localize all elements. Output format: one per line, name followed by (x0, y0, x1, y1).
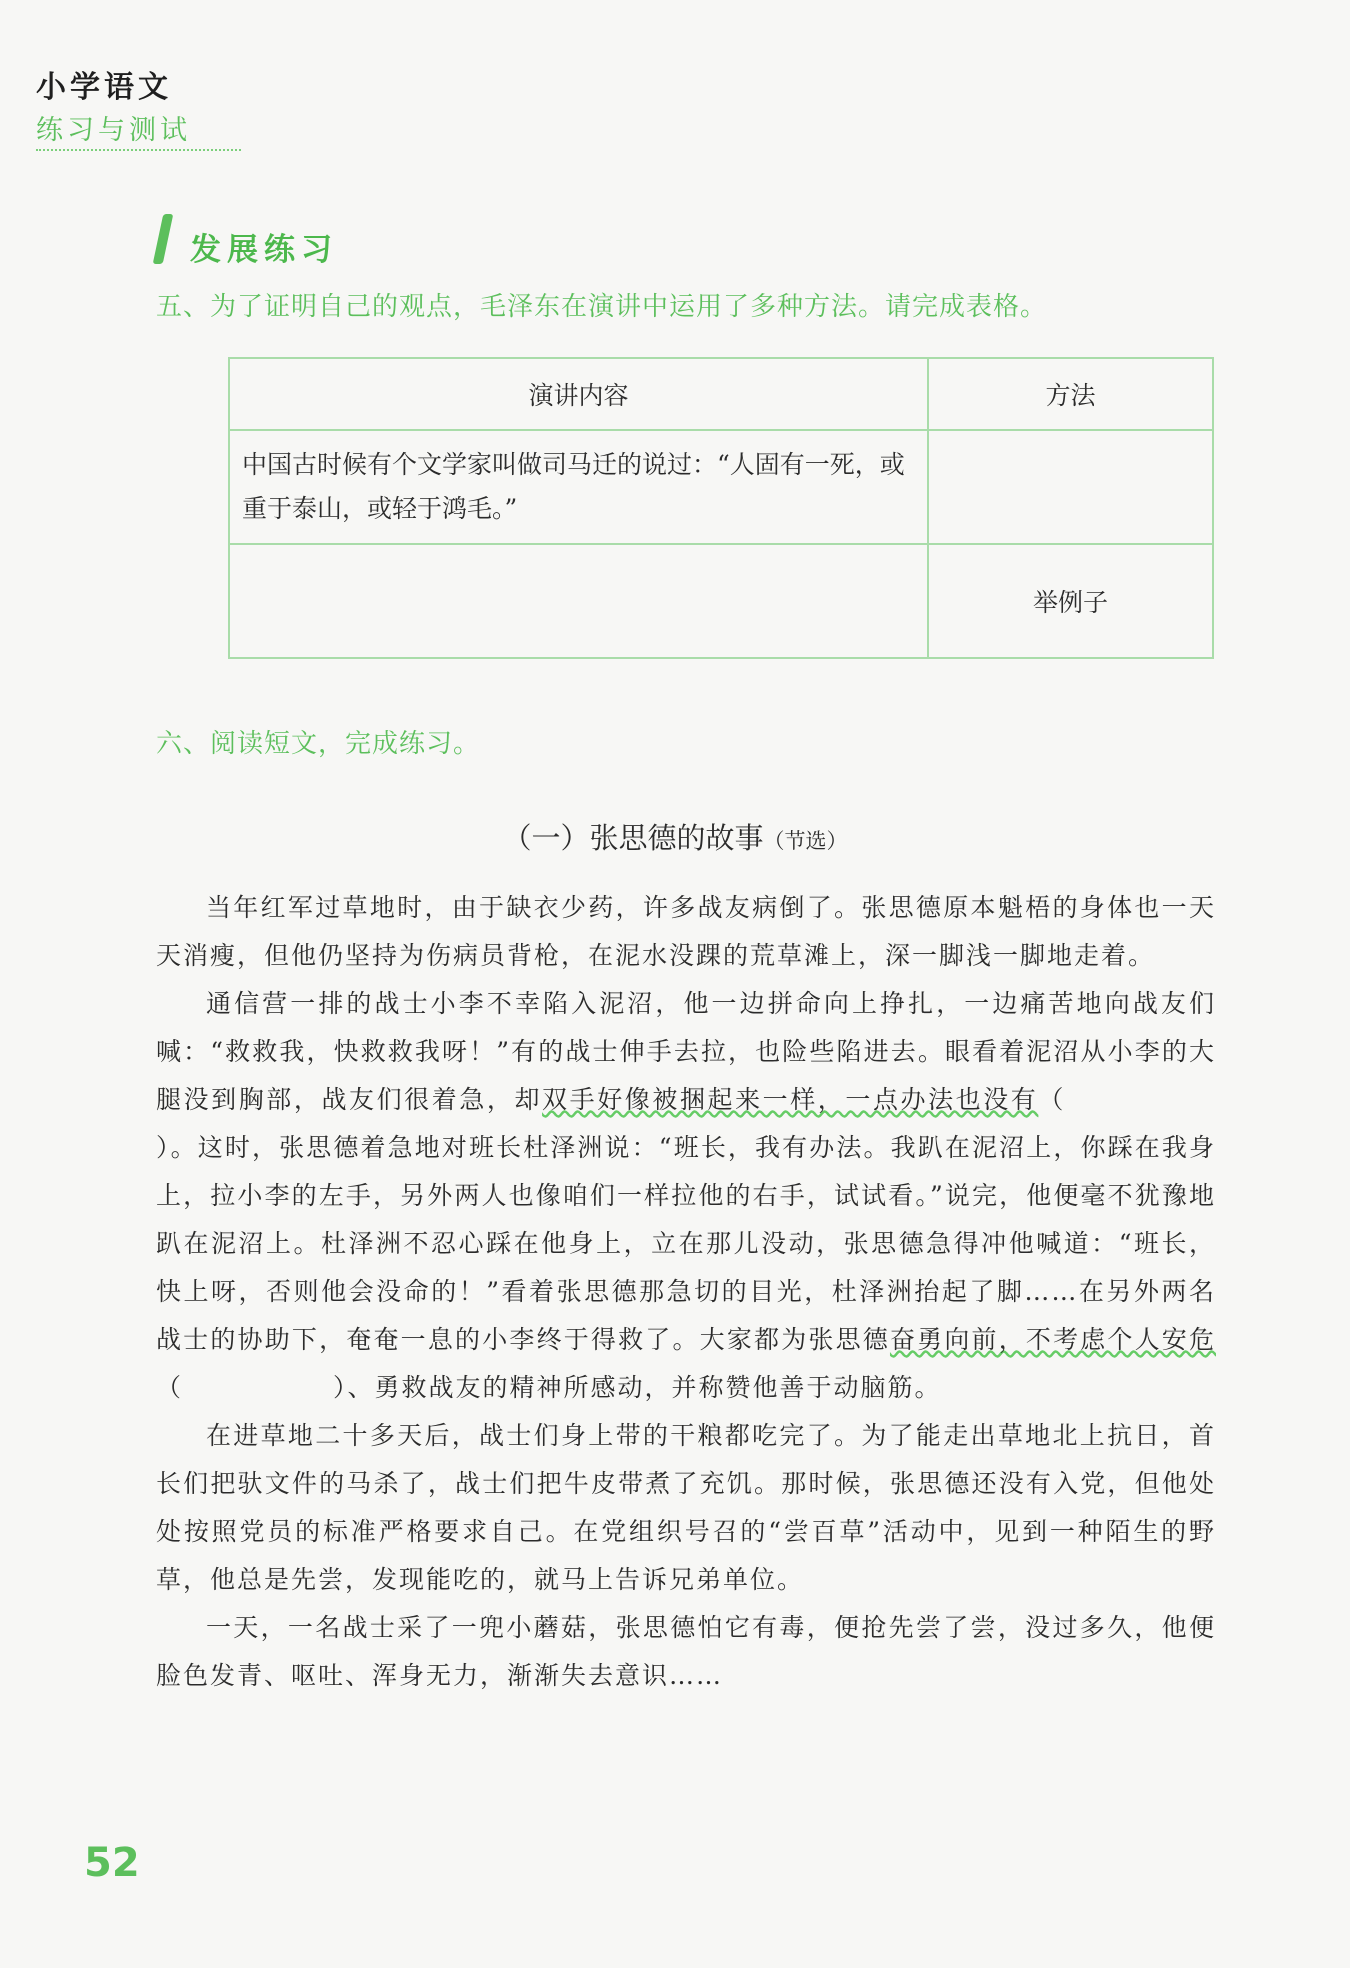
story-body (156, 884, 1216, 1700)
table-cell-content: 中国古时候有个文学家叫做司马迁的说过：“人固有一死，或重于泰山，或轻于鸿毛。” (229, 430, 928, 544)
underlined-phrase: 双手好像被捆起来一样，一点办法也没有 (542, 1085, 1039, 1114)
story-text: ）。这时，张思德着急地对班长杜泽洲说：“班长，我有办法。我趴在泥沼上，你踩在我身上，拉小李的左手，另外两人也像咱们一样拉他的右手，试试看。”说完，他便毫不犹豫地趴在泥沼上。杜泽洲不忍心踩在他身上，立在那儿没动，张思德急得冲他喊道：“班长，快上呀，否则他会没命的！”看着张思德那急切的目光，杜泽洲抬起了脚……在另外两名战士的协助下，奄奄一息的小李终于得救了。大家都为张思德 (156, 1133, 1216, 1354)
table-cell-method: 举例子 (928, 544, 1213, 658)
question-6: 六、阅读短文，完成练习。 (156, 729, 481, 759)
story-paragraph (156, 980, 1216, 1412)
story-title-note: （节选） (763, 829, 848, 853)
story-text: ）、勇救战友的精神所感动，并称赞他善于动脑筋。 (333, 1373, 942, 1402)
table-row (229, 430, 1213, 544)
story-text: 通信营一排的战士小李不幸陷入泥沼，他一边拼命向上挣扎，一边痛苦地向战友们喊：“救救我，快救救我呀！”有的战士伸手去拉，也险些陷进去。眼看着泥沼从小李的大腿没到胸部，战友们很着急，却 (156, 989, 1216, 1114)
question-5: 五、为了证明自己的观点，毛泽东在演讲中运用了多种方法。请完成表格。 (156, 292, 1048, 322)
section-title: 发展练习 (190, 232, 338, 268)
table-cell-method-answer[interactable] (928, 430, 1213, 544)
book-subtitle: 练习与测试 (36, 108, 241, 151)
methods-table (228, 357, 1214, 659)
table-cell-content-answer[interactable] (229, 544, 928, 658)
story-title (0, 816, 1350, 857)
answer-blank-open: （ (1038, 1085, 1066, 1114)
story-title-text: （一）张思德的故事 (502, 821, 764, 855)
story-paragraph: 在进草地二十多天后，战士们身上带的干粮都吃完了。为了能走出草地北上抗日，首长们把驮文件的马杀了，战士们把牛皮带煮了充饥。那时候，张思德还没有入党，但他处处按照党员的标准严格要求自己。在党组织号召的“尝百草”活动中，见到一种陌生的野草，他总是先尝，发现能吃的，就马上告诉兄弟单位。 (156, 1421, 1216, 1594)
table-row (229, 544, 1213, 658)
table-header-content: 演讲内容 (229, 358, 928, 430)
story-paragraph: 当年红军过草地时，由于缺衣少药，许多战友病倒了。张思德原本魁梧的身体也一天天消瘦，但他仍坚持为伤病员背枪，在泥水没踝的荒草滩上，深一脚浅一脚地走着。 (156, 893, 1216, 970)
table-header-row (229, 358, 1213, 430)
book-header (36, 62, 241, 151)
page-number: 52 (84, 1840, 140, 1886)
underlined-phrase: 奋勇向前，不考虑个人安危 (889, 1325, 1216, 1354)
section-marker (153, 214, 174, 264)
book-title: 小学语文 (36, 70, 172, 105)
table-header-method: 方法 (928, 358, 1213, 430)
answer-blank-open: （ (156, 1373, 184, 1402)
story-paragraph: 一天，一名战士采了一兜小蘑菇，张思德怕它有毒，便抢先尝了尝，没过多久，他便脸色发青、呕吐、浑身无力，渐渐失去意识…… (156, 1613, 1216, 1690)
